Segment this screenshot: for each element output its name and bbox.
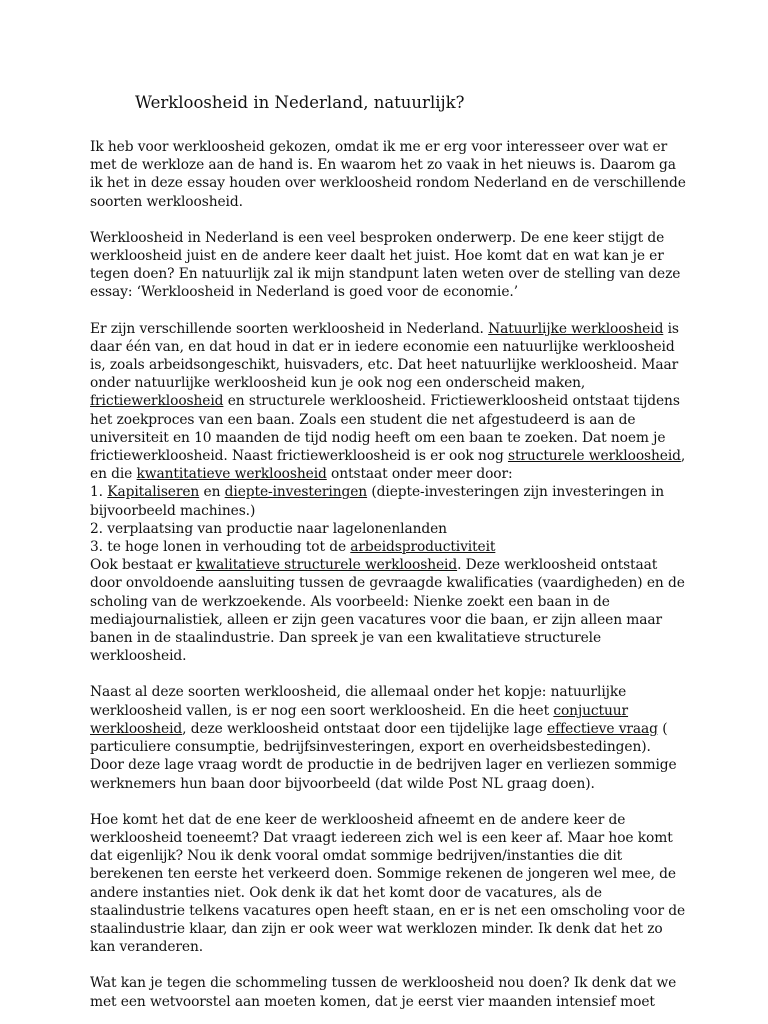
- term-diepte-investeringen: diepte-investeringen: [224, 484, 368, 501]
- list-item-3: 3. te hoge lonen in verhouding tot de arbeidsproductiviteit: [90, 539, 496, 556]
- term-natuurlijke-werkloosheid: Natuurlijke werkloosheid: [488, 320, 664, 337]
- term-kapitaliseren: Kapitaliseren: [107, 484, 200, 501]
- term-kwalitatieve-structurele-werkloosheid: kwalitatieve structurele werkloosheid: [196, 557, 458, 574]
- list-item-1: 1. Kapitaliseren en diepte-investeringen (diepte-investeringen zijn investeringen in bijvoorbeeld machines.): [90, 484, 665, 519]
- paragraph-topic: Werkloosheid in Nederland is een veel besproken onderwerp. De ene keer stijgt de werkloosheid juist en de andere keer daalt het juist. Hoe komt dat en wat kan je er tegen doen? En natuurlijk zal ik mijn standpunt laten weten over de stelling van deze essay: ‘Werkloosheid in Nederland is goed voor de economie.’: [90, 229, 681, 301]
- paragraph-intro: Ik heb voor werkloosheid gekozen, omdat ik me er erg voor interesseer over wat er met de werkloze aan de hand is. En waarom het zo vaak in het nieuws is. Daarom ga ik het in deze essay houden over werkloosheid rondom Nederland en de verschillende soorten werkloosheid.: [90, 139, 686, 210]
- paragraph-types: Er zijn verschillende soorten werkloosheid in Nederland. Natuurlijke werkloosheid is daar één van, en dat houd in dat er in iedere economie een natuurlijke werkloosheid is, zoals arbeidsongeschikt, huisvaders, etc. Dat heet natuurlijke werkloosheid. Maar onder natuurlijke werkloosheid kun je ook nog een onderscheid maken, frictiewerkloosheid en structurele werkloosheid. Frictiewerkloosheid ontstaat tijdens het zoekproces van een baan. Zoals een student die net afgestudeerd is aan de universiteit en 10 maanden de tijd nodig heeft om een baan te zoeken. Dat noem je frictiewerkloosheid. Naast frictiewerkloosheid is er ook nog structurele werkloosheid, en die kwantitatieve werkloosheid ontstaat onder meer door:: [90, 320, 686, 483]
- term-effectieve-vraag: effectieve vraag: [547, 720, 658, 737]
- term-kwantitatieve-werkloosheid: kwantitatieve werkloosheid: [136, 466, 327, 483]
- paragraph-conjunctuur: Naast al deze soorten werkloosheid, die allemaal onder het kopje: natuurlijke werkloosheid vallen, is er nog een soort werkloosheid. En die heet conjuctuur werkloosheid, deze werkloosheid ontstaat door een tijdelijke lage effectieve vraag ( particuliere consumptie, bedrijfsinvesteringen, export en overheidsbestedingen). Door deze lage vraag wordt de productie in de bedrijven lager en verliezen sommige werknemers hun baan door bijvoorbeeld (dat wilde Post NL graag doen).: [90, 684, 677, 792]
- term-conjuctuur-werkloosheid: conjuctuur werkloosheid: [90, 702, 629, 737]
- essay-title: Werkloosheid in Nederland, natuurlijk?: [135, 93, 465, 112]
- paragraph-kwalitatief: Ook bestaat er kwalitatieve structurele werkloosheid. Deze werkloosheid ontstaat door onvoldoende aansluiting tussen de gevraagde kwalificaties (vaardigheden) en de scholing van de werkzoekende. Als voorbeeld: Nienke zoekt een baan in de mediajournalistiek, alleen er zijn geen vacatures voor die baan, er zijn alleen maar banen in de staalindustrie. Dan spreek je van een kwalitatieve structurele werkloosheid.: [90, 557, 685, 665]
- paragraph-oplossing: Wat kan je tegen die schommeling tussen de werkloosheid nou doen? Ik denk dat we met een wetvoorstel aan moeten komen, dat je eerst vier maanden intensief moet: [90, 975, 677, 1010]
- paragraph-schommeling: Hoe komt het dat de ene keer de werkloosheid afneemt en de andere keer de werkloosheid toeneemt? Dat vraagt iedereen zich wel is een keer af. Maar hoe komt dat eigenlijk? Nou ik denk vooral omdat sommige bedrijven/instanties die dit berekenen ten eerste het verkeerd doen. Sommige rekenen de jongeren wel mee, de andere instanties niet. Ook denk ik dat het komt door de vacatures, als de staalindustrie telkens vacatures open heeft staan, en er is net een omscholing voor de staalindustrie klaar, dan zijn er ook weer wat werklozen minder. Ik denk dat het zo kan veranderen.: [90, 811, 686, 956]
- term-frictiewerkloosheid: frictiewerkloosheid: [90, 393, 224, 410]
- term-structurele-werkloosheid: structurele werkloosheid: [507, 448, 681, 465]
- list-item-2: 2. verplaatsing van productie naar lagelonenlanden: [90, 520, 447, 537]
- term-arbeidsproductiviteit: arbeidsproductiviteit: [350, 539, 496, 556]
